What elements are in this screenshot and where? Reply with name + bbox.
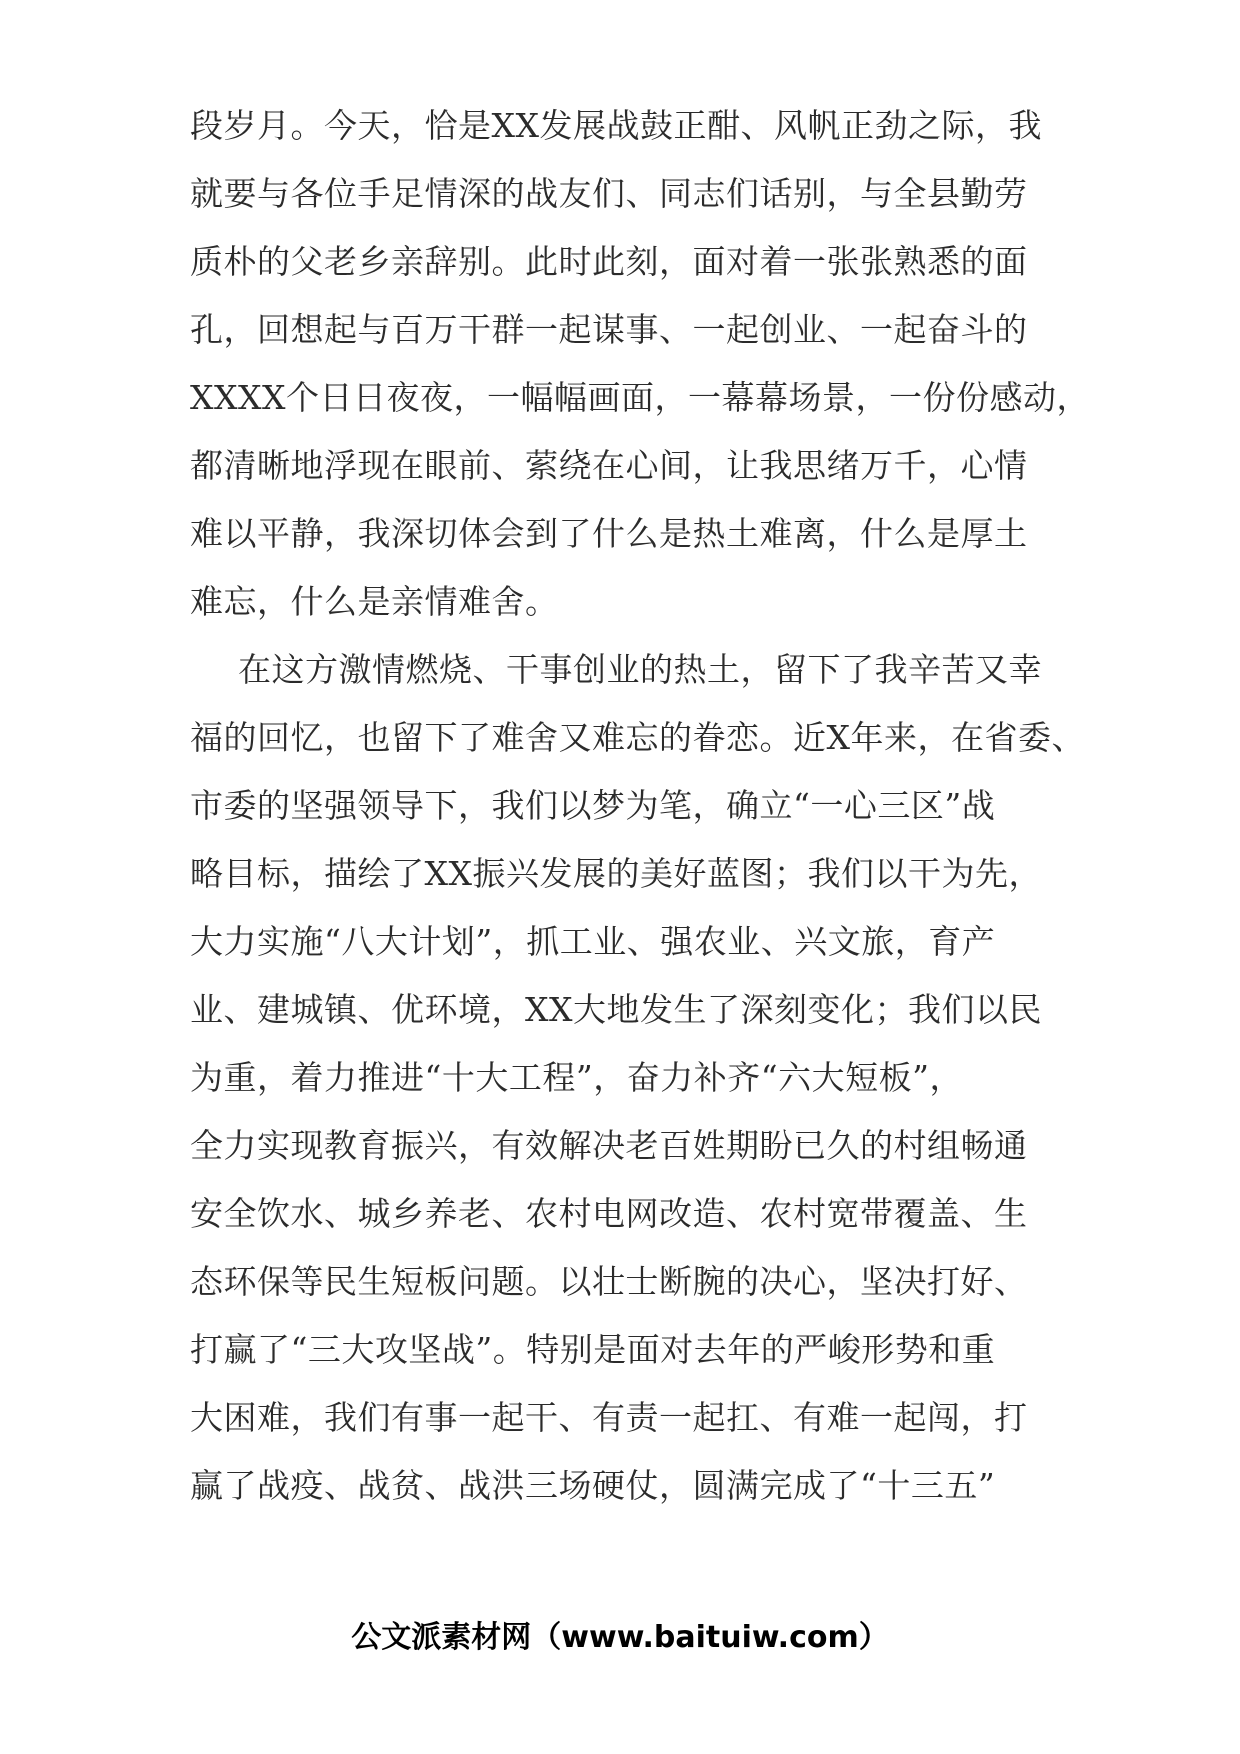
text-line: 大力实施“八大计划”，抓工业、强农业、兴文旅，育产	[190, 922, 996, 961]
text-line: 段岁月。今天，恰是XX发展战鼓正酣、风帆正劲之际，我	[190, 106, 1042, 145]
text-line: 质朴的父老乡亲辞别。此时此刻，面对着一张张熟悉的面	[190, 242, 1028, 281]
text-line: 打赢了“三大攻坚战”。特别是面对去年的严峻形势和重	[190, 1330, 996, 1369]
text-line: 态环保等民生短板问题。以壮士断腕的决心，坚决打好、	[190, 1262, 1028, 1301]
text-line: 安全饮水、城乡养老、农村电网改造、农村宽带覆盖、生	[190, 1194, 1028, 1233]
text-line: 难以平静，我深切体会到了什么是热土难离，什么是厚土	[190, 514, 1028, 553]
paragraph-1	[190, 92, 1090, 636]
paragraph-2	[190, 636, 1090, 1520]
footer-watermark-text: 公文派素材网（www.baituiw.com）	[351, 1620, 889, 1655]
text-line: 市委的坚强领导下，我们以梦为笔，确立“一心三区”战	[190, 786, 996, 825]
text-line-first-indented: 在这方激情燃烧、干事创业的热土，留下了我辛苦又幸	[238, 650, 1042, 689]
text-line: 就要与各位手足情深的战友们、同志们话别，与全县勤劳	[190, 174, 1028, 213]
document-body	[190, 92, 1090, 1520]
text-line: 大困难，我们有事一起干、有责一起扛、有难一起闯，打	[190, 1398, 1028, 1437]
text-line: 全力实现教育振兴，有效解决老百姓期盼已久的村组畅通	[190, 1126, 1028, 1165]
text-line: 为重，着力推进“十大工程”，奋力补齐“六大短板”，	[190, 1058, 963, 1097]
text-line: 孔，回想起与百万干群一起谋事、一起创业、一起奋斗的	[190, 310, 1028, 349]
text-line: 都清晰地浮现在眼前、萦绕在心间，让我思绪万千，心情	[190, 446, 1028, 485]
text-line: 难忘，什么是亲情难舍。	[190, 582, 559, 621]
text-line: 略目标，描绘了XX振兴发展的美好蓝图；我们以干为先，	[190, 854, 1042, 893]
text-line: 赢了战疫、战贫、战洪三场硬仗，圆满完成了“十三五”	[190, 1466, 996, 1505]
text-line: 业、建城镇、优环境，XX大地发生了深刻变化；我们以民	[190, 990, 1042, 1029]
text-line: 福的回忆，也留下了难舍又难忘的眷恋。近X年来，在省委、	[190, 718, 1085, 757]
text-line: XXXX个日日夜夜，一幅幅画面，一幕幕场景，一份份感动，	[190, 378, 1090, 417]
